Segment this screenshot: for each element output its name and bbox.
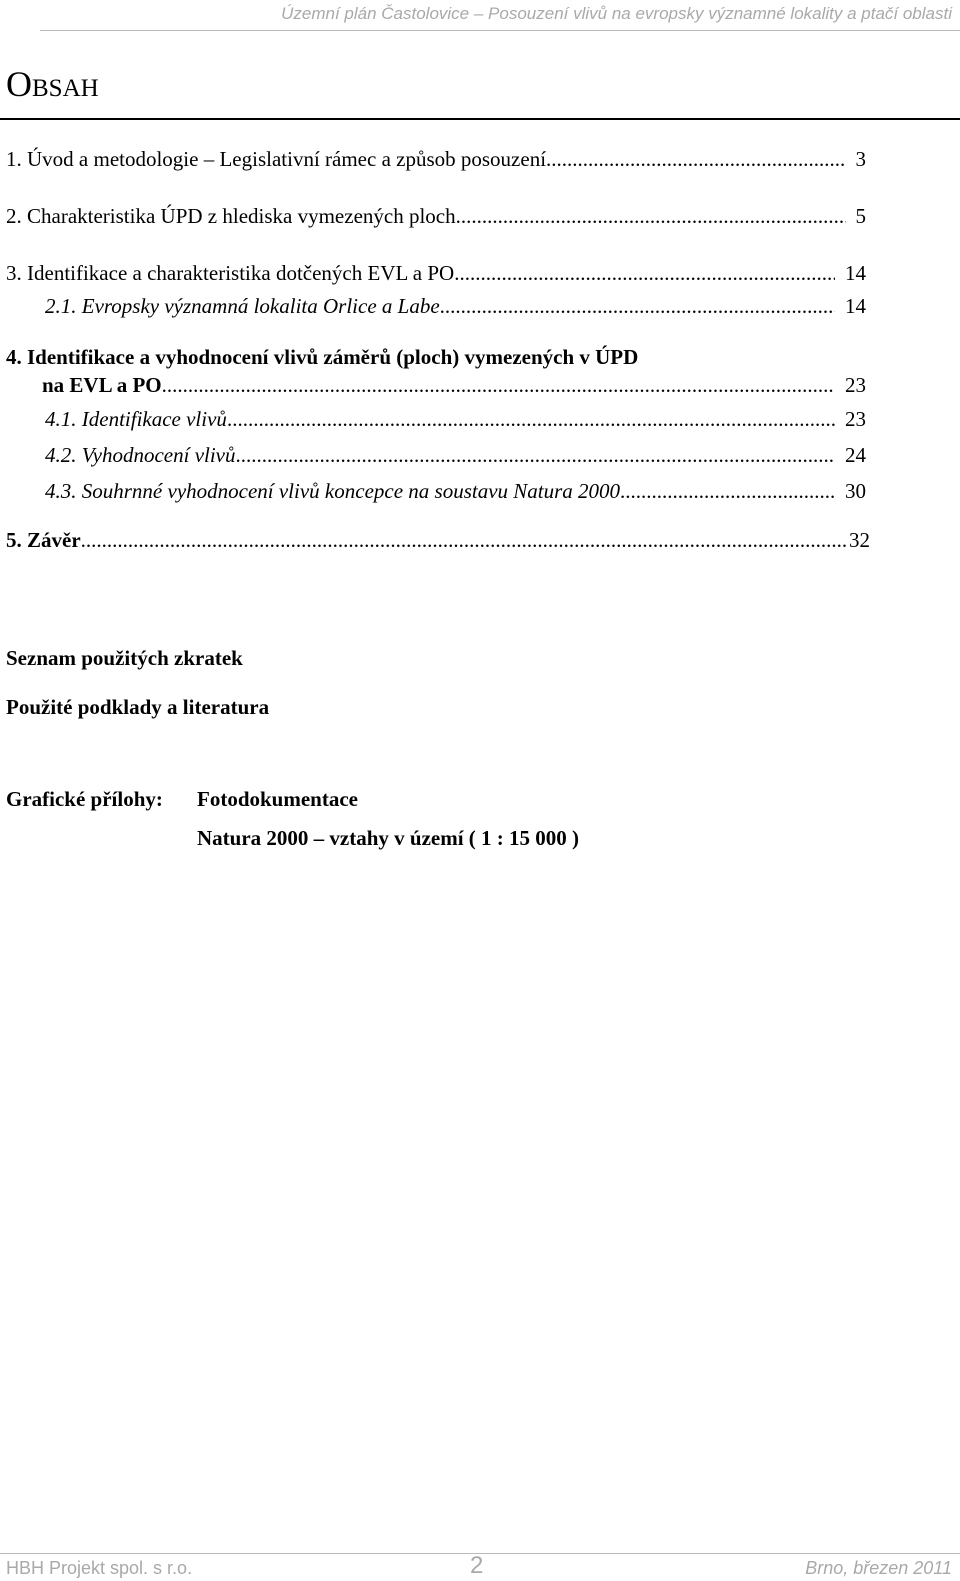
toc-leader-dots — [227, 406, 835, 432]
toc-entry-page: 24 — [845, 443, 866, 467]
toc-entry-page: 3 — [855, 147, 866, 171]
toc-subentry[interactable] — [45, 442, 866, 468]
toc-entry-label: 4.3. Souhrnné vyhodnocení vlivů koncepce na soustavu Natura 2000 — [45, 479, 621, 503]
toc-leader-dots — [454, 260, 835, 286]
appendix-item: Natura 2000 – vztahy v území ( 1 : 15 000 ) — [197, 826, 580, 850]
toc-entry-page: 14 — [845, 294, 866, 318]
toc-entry-page: 14 — [845, 261, 866, 285]
toc-entry[interactable] — [6, 260, 866, 286]
toc-entry-label: 1. Úvod a metodologie – Legislativní rámec a způsob posouzení — [6, 147, 547, 171]
toc-leader-dots — [81, 527, 847, 553]
toc-entry-page: 30 — [845, 479, 866, 503]
toc-title-divider — [0, 118, 960, 120]
toc-entry[interactable] — [42, 372, 866, 398]
literature-heading: Použité podklady a literatura — [6, 695, 270, 719]
header-divider — [40, 30, 960, 31]
page-number: 2 — [470, 1552, 484, 1579]
appendix-label: Grafické přílohy: — [6, 787, 163, 811]
toc-entry[interactable] — [6, 203, 866, 229]
footer-place-date: Brno, březen 2011 — [805, 1558, 952, 1578]
toc-entry-label-line1[interactable]: 4. Identifikace a vyhodnocení vlivů záměrů (ploch) vymezených v ÚPD — [6, 345, 639, 369]
toc-leader-dots — [440, 293, 835, 319]
toc-entry-page: 32 — [849, 528, 870, 552]
toc-leader-dots — [620, 478, 835, 504]
toc-title: Obsah — [6, 64, 99, 104]
toc-entry-label: 3. Identifikace a charakteristika dotčených EVL a PO — [6, 261, 455, 285]
toc-entry-label: 4.2. Vyhodnocení vlivů — [45, 443, 236, 467]
toc-entry-page: 5 — [855, 204, 866, 228]
toc-subentry[interactable] — [45, 293, 866, 319]
toc-entry-label: 2. Charakteristika ÚPD z hlediska vymezených ploch — [6, 204, 456, 228]
toc-entry-page: 23 — [845, 373, 866, 397]
toc-leader-dots — [456, 203, 846, 229]
abbreviations-heading: Seznam použitých zkratek — [6, 646, 243, 670]
running-header: Územní plán Častolovice – Posouzení vlivů na evropsky významné lokality a ptačí oblasti — [281, 4, 952, 23]
toc-entry[interactable] — [6, 146, 866, 172]
toc-leader-dots — [546, 146, 845, 172]
toc-subentry[interactable] — [45, 406, 866, 432]
toc-subentry[interactable] — [45, 478, 866, 504]
toc-entry-label-line2: na EVL a PO — [42, 373, 162, 397]
toc-entry-page: 23 — [845, 407, 866, 431]
toc-entry-label: 5. Závěr — [6, 528, 81, 552]
toc-leader-dots — [162, 372, 835, 398]
appendix-item: Fotodokumentace — [197, 787, 358, 811]
toc-entry-label: 2.1. Evropsky významná lokalita Orlice a Labe — [45, 294, 440, 318]
toc-leader-dots — [236, 442, 835, 468]
toc-entry[interactable] — [6, 527, 870, 553]
footer-company: HBH Projekt spol. s r.o. — [6, 1558, 193, 1578]
toc-entry-label: 4.1. Identifikace vlivů — [45, 407, 227, 431]
